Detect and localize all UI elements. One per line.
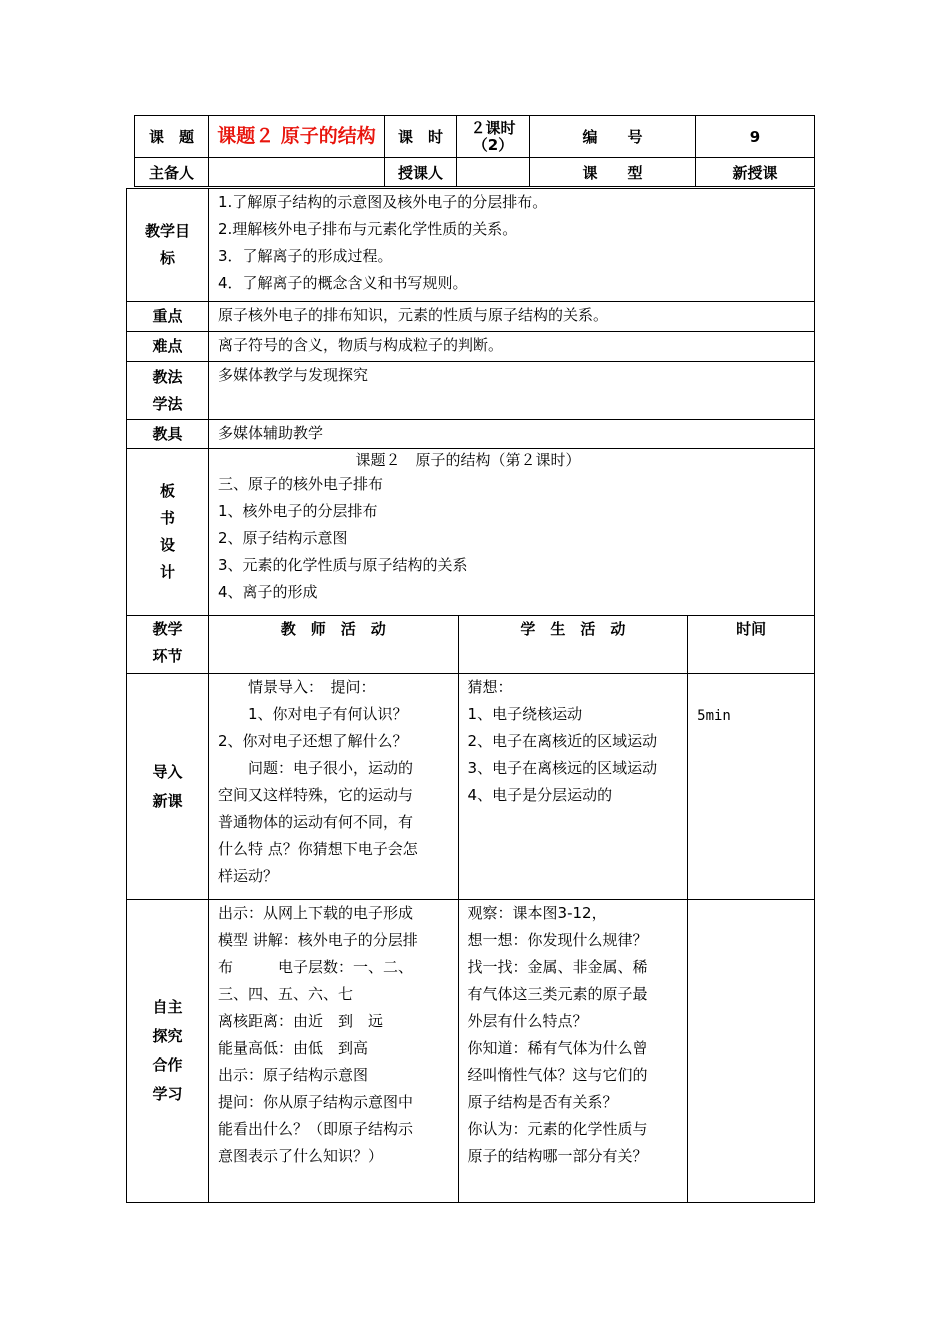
explore-student-line: 观察：课本图3-12， <box>467 904 607 922</box>
explore-student-line: 原子结构是否有关系？ <box>467 1093 618 1111</box>
difficulties-text: 离子符号的含义，物质与构成粒子的判断。 <box>208 332 814 362</box>
methods-label: 教法学法 <box>127 362 209 420</box>
intro-teacher-line: 普通物体的运动有何不同，有 <box>217 813 413 831</box>
board-design-content <box>208 449 814 616</box>
number-label: 编 号 <box>530 116 696 158</box>
preparer-value <box>209 158 385 187</box>
explore-teacher-line: 布 电子层数：一、二、 <box>217 958 413 976</box>
explore-student-line: 想一想：你发现什么规律？ <box>467 931 648 949</box>
explore-teacher-activity <box>208 900 458 1203</box>
intro-teacher-line: 情景导入： 提问： <box>217 678 376 696</box>
explore-teacher-line: 出示：从网上下载的电子形成 <box>217 904 413 922</box>
explore-student-line: 外层有什么特点？ <box>467 1012 588 1030</box>
objectives-content <box>208 189 814 302</box>
objective-item: 1.了解原子结构的示意图及核外电子的分层排布。 <box>217 193 548 211</box>
number-value: 9 <box>696 116 815 158</box>
explore-student-line: 原子的结构哪一部分有关？ <box>467 1147 648 1165</box>
objective-item: 3．了解离子的形成过程。 <box>217 247 393 265</box>
explore-student-line: 你认为：元素的化学性质与 <box>467 1120 648 1138</box>
intro-teacher-line: 1、你对电子有何认识？ <box>217 705 408 723</box>
objectives-label: 教学目标 <box>127 189 209 302</box>
student-activity-header: 学 生 活 动 <box>458 616 688 674</box>
explore-stage: 自主探究合作学习 <box>127 900 209 1203</box>
intro-teacher-line: 样运动？ <box>217 867 278 885</box>
intro-teacher-line: 问题：电子很小，运动的 <box>217 759 413 777</box>
period-value: ２课时（2） <box>457 116 530 158</box>
explore-teacher-line: 提问：你从原子结构示意图中 <box>217 1093 413 1111</box>
intro-student-line: 猜想： <box>467 678 513 696</box>
explore-row <box>127 900 815 1203</box>
intro-teacher-line: 2、你对电子还想了解什么？ <box>217 732 408 750</box>
intro-student-line: 1、电子绕核运动 <box>467 705 583 723</box>
activity-header-row <box>127 616 815 674</box>
explore-student-activity <box>458 900 688 1203</box>
explore-time <box>688 900 815 1203</box>
difficulties-label: 难点 <box>127 332 209 362</box>
board-line: 1、核外电子的分层排布 <box>217 502 378 520</box>
methods-text: 多媒体教学与发现探究 <box>208 362 814 420</box>
teacher-label: 授课人 <box>385 158 457 187</box>
explore-teacher-line: 离核距离：由近 到 远 <box>217 1012 383 1030</box>
intro-stage: 导入新课 <box>127 674 209 900</box>
intro-student-line: 3、电子在离核远的区域运动 <box>467 759 658 777</box>
board-design-label: 板书设计 <box>127 449 209 616</box>
type-value: 新授课 <box>696 158 815 187</box>
tools-row <box>127 420 815 449</box>
stage-header: 教学环节 <box>127 616 209 674</box>
board-design-row <box>127 449 815 616</box>
intro-time: 5min <box>688 674 815 900</box>
methods-row <box>127 362 815 420</box>
board-line: 3、元素的化学性质与原子结构的关系 <box>217 556 468 574</box>
explore-teacher-line: 能量高低：由低 到高 <box>217 1039 368 1057</box>
intro-student-line: 2、电子在离核近的区域运动 <box>467 732 658 750</box>
explore-student-line: 经叫惰性气体？这与它们的 <box>467 1066 648 1084</box>
lesson-plan-table <box>126 188 815 1203</box>
teacher-activity-header: 教 师 活 动 <box>208 616 458 674</box>
explore-teacher-line: 三、四、五、六、七 <box>217 985 353 1003</box>
board-line: 三、原子的核外电子排布 <box>217 475 383 493</box>
period-label: 课 时 <box>385 116 457 158</box>
objectives-row <box>127 189 815 302</box>
header-table <box>134 115 815 187</box>
intro-row <box>127 674 815 900</box>
subject-label: 课 题 <box>135 116 209 158</box>
tools-text: 多媒体辅助教学 <box>208 420 814 449</box>
lesson-title: 课题２ 原子的结构 <box>217 125 376 147</box>
intro-teacher-line: 空间又这样特殊，它的运动与 <box>217 786 413 804</box>
key-points-row <box>127 302 815 332</box>
explore-student-line: 你知道：稀有气体为什么曾 <box>467 1039 648 1057</box>
explore-teacher-line: 模型 讲解：核外电子的分层排 <box>217 931 418 949</box>
tools-label: 教具 <box>127 420 209 449</box>
key-points-label: 重点 <box>127 302 209 332</box>
subject-value <box>209 116 385 158</box>
explore-student-line: 有气体这三类元素的原子最 <box>467 985 648 1003</box>
board-title: 课题２ 原子的结构（第２课时） <box>355 451 581 469</box>
difficulties-row <box>127 332 815 362</box>
teacher-value <box>457 158 530 187</box>
explore-teacher-line: 出示：原子结构示意图 <box>217 1066 368 1084</box>
intro-student-line: 4、电子是分层运动的 <box>467 786 613 804</box>
board-line: 2、原子结构示意图 <box>217 529 348 547</box>
board-line: 4、离子的形成 <box>217 583 318 601</box>
intro-teacher-line: 什么特 点？你猜想下电子会怎 <box>217 840 418 858</box>
objective-item: 4．了解离子的概念含义和书写规则。 <box>217 274 468 292</box>
intro-student-activity <box>458 674 688 900</box>
explore-teacher-line: 意图表示了什么知识？） <box>217 1147 383 1165</box>
objective-item: 2.理解核外电子排布与元素化学性质的关系。 <box>217 220 518 238</box>
intro-teacher-activity <box>208 674 458 900</box>
preparer-label: 主备人 <box>135 158 209 187</box>
time-header: 时间 <box>688 616 815 674</box>
explore-teacher-line: 能看出什么？（即原子结构示 <box>217 1120 413 1138</box>
type-label: 课 型 <box>530 158 696 187</box>
explore-student-line: 找一找：金属、非金属、稀 <box>467 958 648 976</box>
key-points-text: 原子核外电子的排布知识，元素的性质与原子结构的关系。 <box>208 302 814 332</box>
